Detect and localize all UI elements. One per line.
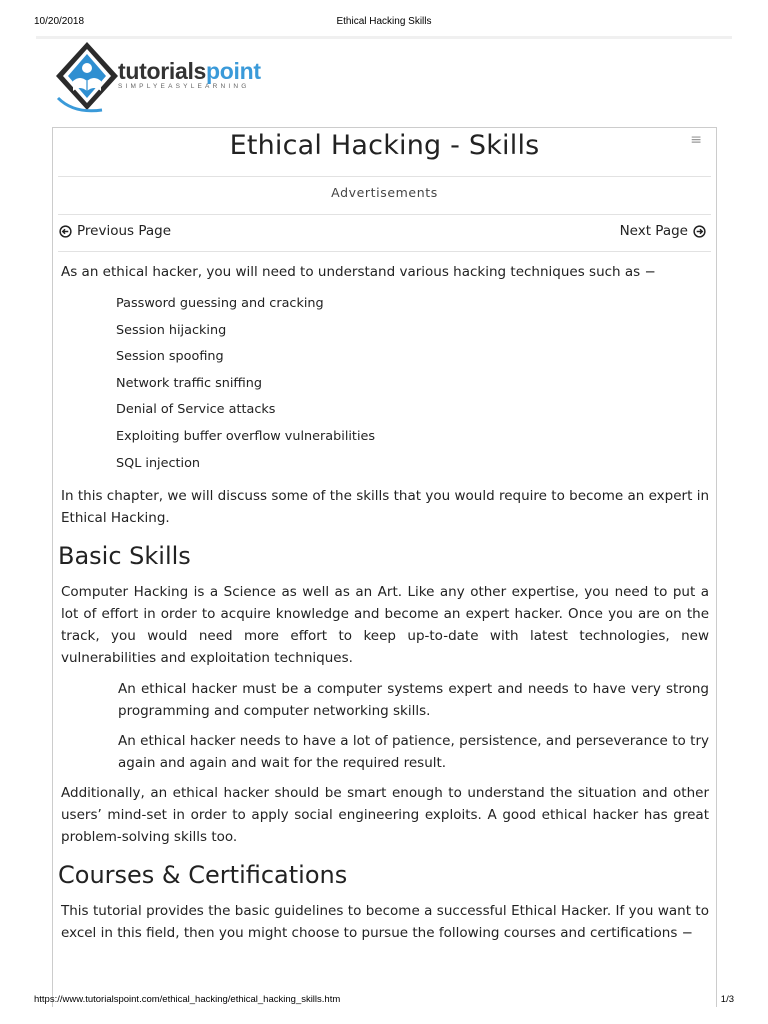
hamburger-menu-icon[interactable]: ≡ — [690, 132, 702, 148]
basic-skills-paragraph-2: Additionally, an ethical hacker should be smart enough to understand the situation and other users’ mind-set in order to apply social engineering exploits. A good ethical hacker has great problem-solving skills too. — [61, 785, 709, 846]
print-footer — [34, 994, 734, 1008]
print-doc-title: Ethical Hacking Skills — [336, 16, 432, 27]
logo-wordmark — [118, 58, 261, 85]
section-heading-courses: Courses & Certifications — [58, 861, 348, 890]
list-item: Session spoofing — [116, 349, 224, 365]
list-item: An ethical hacker needs to have a lot of patience, persistence, and perseverance to try again and again and wait for the required result. — [118, 733, 709, 772]
next-page-link[interactable] — [620, 223, 706, 239]
previous-page-link[interactable] — [59, 223, 171, 239]
print-page-number: 1/3 — [720, 994, 734, 1005]
article-content — [58, 261, 709, 944]
logo-word-main: tutorials — [118, 58, 207, 84]
list-item: Denial of Service attacks — [116, 402, 276, 418]
list-item: SQL injection — [116, 455, 201, 471]
list-item: Password guessing and cracking — [116, 296, 324, 311]
logo-tagline: SIMPLYEASYLEARNING — [118, 83, 250, 90]
intro-paragraph: As an ethical hacker, you will need to understand various hacking techniques such as − — [61, 264, 656, 280]
section-heading-basic-skills: Basic Skills — [58, 542, 191, 571]
skills-list — [118, 678, 709, 774]
arrow-left-circle-icon — [59, 225, 72, 238]
print-date: 10/20/2018 — [34, 16, 85, 27]
divider — [58, 214, 711, 215]
basic-skills-paragraph: Computer Hacking is a Science as well as an Art. Like any other expertise, you need to put a lot of effort in order to acquire knowledge and become an expert hacker. Once you are on the track, you would need more effort to keep up-to-date with latest technologies, new vulnerabilities and exploitation techniques. — [61, 584, 709, 667]
chapter-intro-paragraph: In this chapter, we will discuss some of the skills that you would require to become an expert in Ethical Hacking. — [61, 488, 709, 527]
print-header — [34, 16, 734, 30]
list-item: An ethical hacker must be a computer systems expert and needs to have very strong programming and computer networking skills. — [118, 681, 709, 720]
divider — [58, 176, 711, 177]
courses-paragraph: This tutorial provides the basic guidelines to become a successful Ethical Hacker. If you want to excel in this field, then you might choose to pursue the following courses and certifications − — [61, 903, 709, 942]
print-url: https://www.tutorialspoint.com/ethical_hacking/ethical_hacking_skills.htm — [34, 994, 341, 1005]
list-item: Network traffic sniffing — [116, 375, 263, 391]
site-logo[interactable] — [52, 38, 292, 120]
page-title: Ethical Hacking - Skills — [229, 130, 540, 161]
logo-word-accent: point — [206, 58, 261, 84]
next-page-label: Next Page — [619, 223, 688, 239]
list-item: Session hijacking — [116, 322, 227, 338]
arrow-right-circle-icon — [693, 225, 706, 238]
techniques-list — [116, 291, 709, 477]
divider — [58, 251, 711, 252]
previous-page-label: Previous Page — [77, 223, 172, 239]
advertisements-label: Advertisements — [331, 185, 438, 200]
list-item: Exploiting buffer overflow vulnerabilities — [116, 428, 376, 444]
logo-emblem-icon — [52, 38, 122, 120]
tutorial-card — [52, 127, 717, 1007]
